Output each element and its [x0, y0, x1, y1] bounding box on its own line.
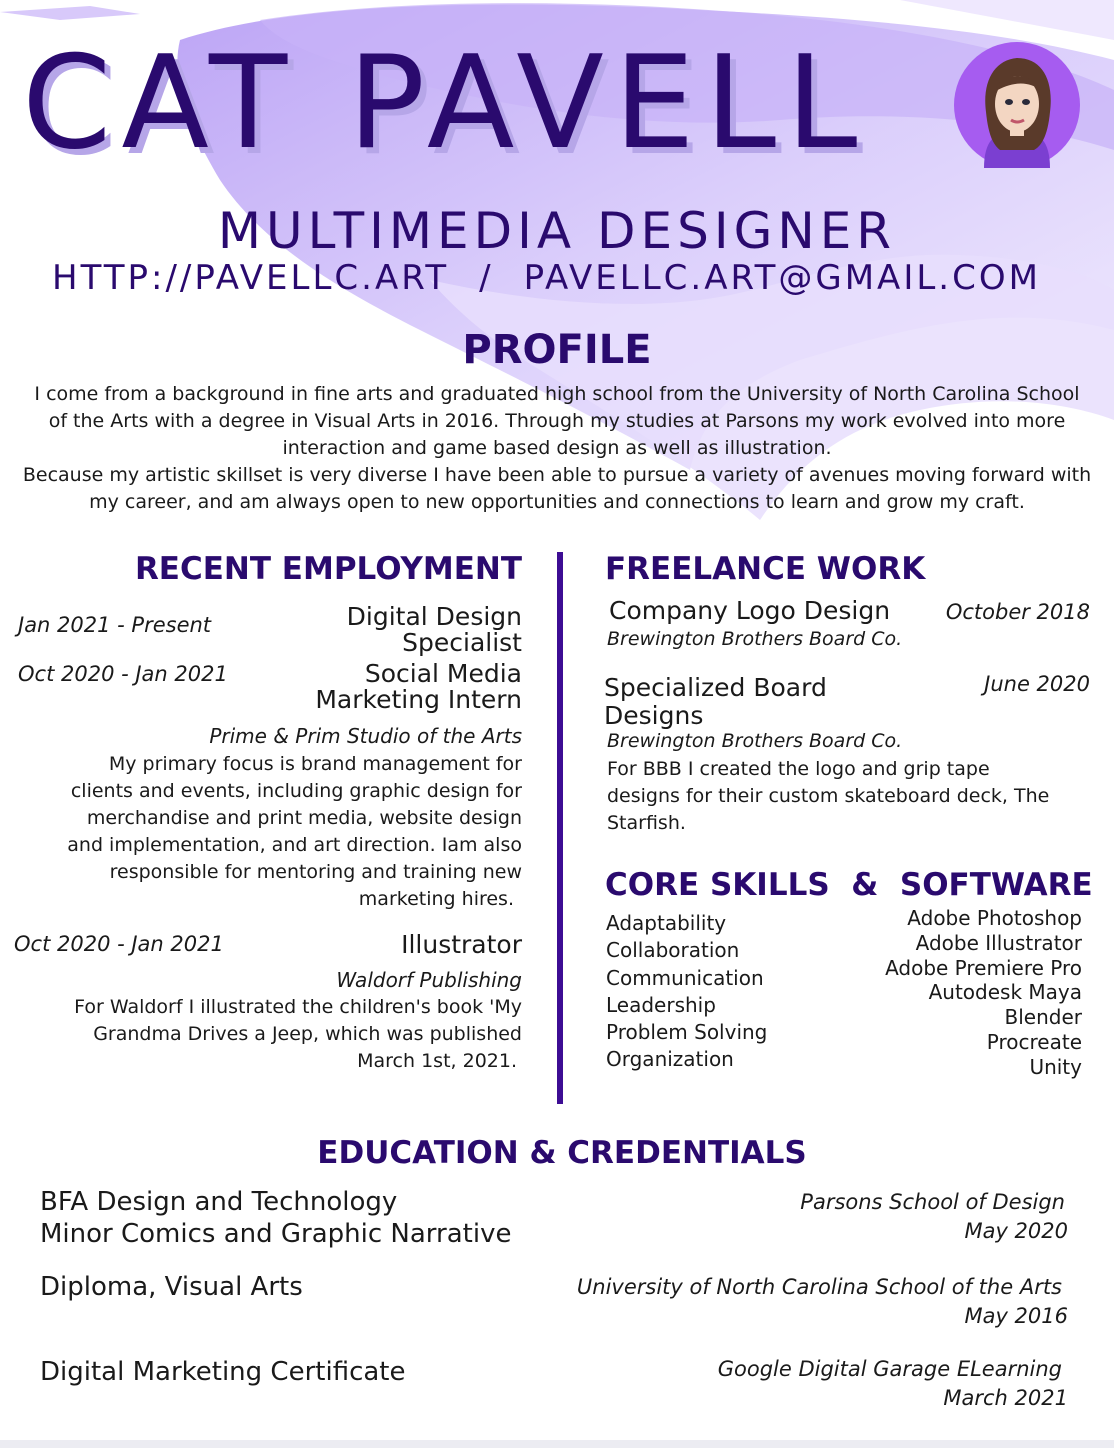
job-title-line: Illustrator	[401, 930, 522, 959]
job-desc-line: marketing hires.	[358, 888, 514, 910]
profile-line: interaction and game based design as well as illustration.	[282, 437, 832, 459]
freelance-heading: FREELANCE WORK	[605, 551, 926, 587]
freelance-company: Brewington Brothers Board Co.	[607, 628, 903, 650]
profile-line: my career, and am always open to new opportunities and connections to learn and grow my craft.	[89, 491, 1025, 513]
job-title	[401, 932, 522, 958]
software-item: Blender	[1004, 1005, 1082, 1030]
job-desc-line: March 1st, 2021.	[357, 1050, 517, 1072]
freelance-title-line: Specialized Board	[604, 673, 827, 702]
job-desc-line: Grandma Drives a Jeep, which was published	[93, 1023, 522, 1045]
education-heading: EDUCATION & CREDENTIALS	[317, 1135, 807, 1171]
job-title-line: Marketing Intern	[315, 685, 522, 714]
education-institution	[718, 1355, 1068, 1413]
freelance-desc-line: designs for their custom skateboard deck, The	[607, 785, 1050, 807]
column-divider	[557, 552, 563, 1104]
education-degree	[40, 1356, 406, 1388]
software-item: Unity	[1029, 1054, 1082, 1079]
job-company: Prime & Prim Studio of the Arts	[209, 724, 522, 748]
profile-line: I come from a background in fine arts and graduated high school from the University of North Carolina School	[34, 383, 1080, 405]
skill-item: Problem Solving	[606, 1020, 768, 1045]
freelance-date: October 2018	[945, 600, 1090, 624]
job-title	[347, 604, 522, 656]
software-item: Adobe Premiere Pro	[885, 955, 1082, 980]
job-description	[74, 994, 522, 1075]
degree-line: BFA Design and Technology	[40, 1187, 398, 1217]
degree-line: Diploma, Visual Arts	[40, 1272, 303, 1302]
profile-heading: PROFILE	[462, 327, 652, 373]
freelance-desc-line: For BBB I created the logo and grip tape	[607, 758, 990, 780]
education-institution	[577, 1273, 1068, 1331]
profile-text	[0, 381, 1114, 516]
skill-item: Communication	[606, 965, 764, 990]
job-desc-line: and implementation, and art direction. Iam also	[67, 834, 522, 856]
contact-separator: /	[479, 258, 494, 298]
profile-line: Because my artistic skillset is very diverse I have been able to pursue a variety of avenues moving forward with	[22, 464, 1092, 486]
software-item: Autodesk Maya	[928, 980, 1082, 1005]
software-list	[885, 906, 1082, 1080]
software-item: Adobe Photoshop	[907, 906, 1082, 930]
freelance-title-line: Designs	[604, 701, 704, 730]
school-name: Parsons School of Design	[800, 1190, 1065, 1214]
skill-item: Leadership	[606, 992, 716, 1017]
contact-line	[52, 258, 1041, 298]
education-degree	[40, 1271, 303, 1303]
software-item: Procreate	[986, 1029, 1082, 1054]
core-skills-list	[606, 910, 767, 1074]
skill-item: Collaboration	[606, 938, 740, 963]
job-date: Oct 2020 - Jan 2021	[18, 662, 228, 686]
freelance-company: Brewington Brothers Board Co.	[607, 730, 903, 752]
school-date: May 2020	[964, 1219, 1068, 1243]
job-role-title: MULTIMEDIA DESIGNER	[217, 202, 897, 260]
job-title-line: Digital Design	[346, 602, 522, 631]
skill-item: Adaptability	[606, 911, 727, 935]
website-link[interactable]: HTTP://PAVELLC.ART	[52, 258, 450, 298]
job-desc-line: My primary focus is brand management for	[108, 753, 522, 775]
freelance-title: Company Logo Design	[609, 596, 891, 625]
skills-heading: CORE SKILLS & SOFTWARE	[605, 867, 1093, 903]
job-desc-line: For Waldorf I illustrated the children's book 'My	[74, 996, 522, 1018]
job-desc-line: merchandise and print media, website design	[86, 807, 522, 829]
education-degree	[40, 1186, 511, 1250]
software-item: Adobe Illustrator	[915, 930, 1082, 955]
portrait-illustration-icon	[954, 42, 1080, 168]
email-link[interactable]: PAVELLC.ART@GMAIL.COM	[523, 258, 1041, 298]
job-desc-line: clients and events, including graphic design for	[70, 780, 522, 802]
job-title-line: Social Media	[364, 659, 522, 688]
school-name: Google Digital Garage ELearning	[717, 1357, 1062, 1381]
degree-line: Minor Comics and Graphic Narrative	[40, 1219, 512, 1249]
job-date: Oct 2020 - Jan 2021	[14, 932, 224, 956]
freelance-title	[604, 674, 827, 730]
school-date: May 2016	[964, 1304, 1068, 1328]
job-date: Jan 2021 - Present	[18, 613, 212, 637]
skill-item: Organization	[606, 1047, 734, 1072]
resume-name: CAT PAVELL	[22, 29, 868, 178]
education-institution	[800, 1188, 1068, 1246]
profile-line: of the Arts with a degree in Visual Arts in 2016. Through my studies at Parsons my work evolved into more	[48, 410, 1066, 432]
degree-line: Digital Marketing Certificate	[40, 1357, 406, 1387]
page-bottom-edge	[0, 1440, 1114, 1448]
freelance-description	[607, 756, 1049, 837]
freelance-desc-line: Starfish.	[607, 812, 686, 834]
freelance-date: June 2020	[984, 672, 1090, 696]
job-description	[67, 751, 522, 913]
job-company: Waldorf Publishing	[336, 968, 522, 992]
school-date: March 2021	[943, 1386, 1068, 1410]
employment-heading: RECENT EMPLOYMENT	[134, 551, 522, 587]
job-title-line: Specialist	[402, 628, 522, 657]
school-name: University of North Carolina School of the Arts	[576, 1275, 1062, 1299]
job-desc-line: responsible for mentoring and training new	[109, 861, 522, 883]
job-title	[315, 661, 522, 713]
